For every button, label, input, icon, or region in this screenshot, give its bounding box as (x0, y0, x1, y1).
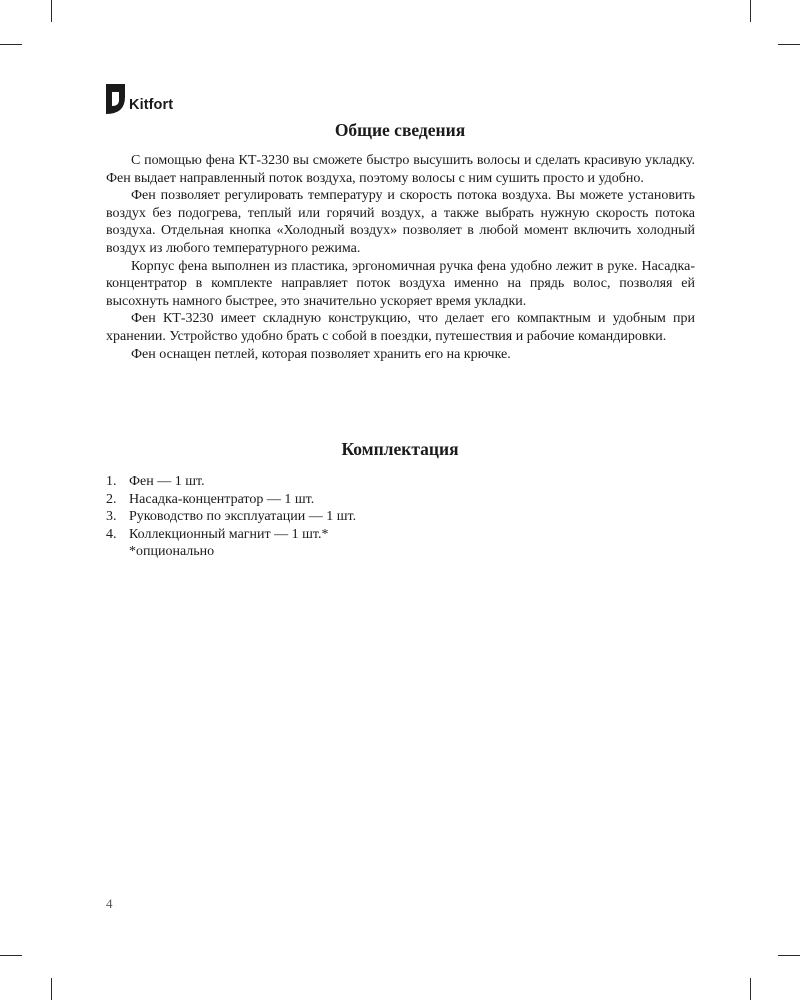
paragraph: Фен позволяет регулировать температуру и скорость потока воздуха. Вы можете установить воздух без подогрева, теплый или горячий воздух, а также выбрать нужную скорость потока воздуха. Отдельная кнопка «Холодный воздух» позволяет в любой момент включить холодный воздух из любого температурного режима. (106, 188, 695, 256)
list-item (106, 491, 356, 509)
page-number: 4 (106, 896, 113, 911)
brand-name: Kitfort (129, 97, 174, 113)
general-description (106, 152, 695, 363)
list-item-text: Насадка-концентратор — 1 шт. (129, 491, 315, 507)
paragraph: С помощью фена КТ-3230 вы сможете быстро высушить волосы и сделать красивую укладку. Фен выдает направленный поток воздуха, поэтому волосы с ним сушить просто и удобно. (106, 153, 695, 186)
list-item-number: 2. (106, 491, 117, 507)
paragraph: Корпус фена выполнен из пластика, эргономичная ручка фена удобно лежит в руке. Насадка-концентратор в комплекте направляет поток воздуха именно на прядь волос, позволяя ей высохнуть намного быстрее, это значительно ускоряет время укладки. (106, 258, 695, 309)
list-item-text: Фен — 1 шт. (129, 474, 205, 489)
crop-mark (778, 44, 800, 45)
list-item-text: Коллекционный магнит — 1 шт.* (129, 526, 329, 542)
list-item-number: 3. (106, 509, 117, 525)
list-item-text: Руководство по эксплуатации — 1 шт. (129, 509, 357, 525)
list-item-number: 4. (106, 526, 117, 542)
crop-mark (750, 978, 751, 1000)
paragraph: Фен оснащен петлей, которая позволяет хранить его на крючке. (131, 346, 511, 362)
crop-mark (750, 0, 751, 22)
crop-mark (778, 955, 800, 956)
crop-mark (51, 0, 52, 22)
section-title-general: Общие сведения (334, 120, 466, 140)
crop-mark (0, 955, 22, 956)
list-item (106, 526, 356, 544)
kitfort-logo-icon (106, 84, 125, 114)
footnote: *опционально (129, 544, 215, 559)
kit-list (106, 473, 356, 543)
crop-mark (51, 978, 52, 1000)
list-item (106, 473, 356, 491)
paragraph: Фен КТ-3230 имеет складную конструкцию, что делает его компактным и удобным при хранении. Устройство удобно брать с собой в поездки, путешествия и рабочие командировки. (106, 311, 695, 344)
list-item (106, 508, 356, 526)
crop-mark (0, 44, 22, 45)
list-item-number: 1. (106, 474, 117, 489)
section-title-kit: Комплектация (341, 439, 459, 459)
brand-logo (106, 84, 173, 114)
